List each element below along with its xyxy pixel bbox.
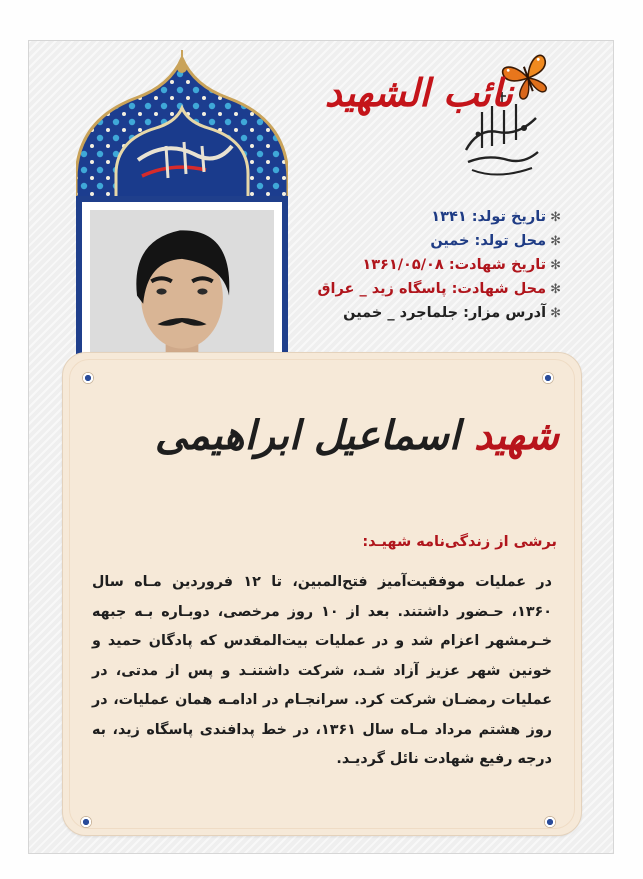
info-martyrdom-date: ✻تاریخ شهادت: ۱۳۶۱/۰۵/۰۸ [362,257,561,273]
info-birth-date: ✻تاریخ تولد: ۱۳۴۱ [431,209,561,225]
biography-heading: برشی از زندگی‌نامه شهیـد: [362,534,557,550]
info-grave-address: ✻آدرس مزار: جلماجرد _ خمین [343,305,561,321]
bullet-icon: ✻ [550,306,561,321]
bullet-icon: ✻ [550,258,561,273]
rivet-top-left [82,372,94,384]
martyr-name: شهید اسماعیل ابراهیمی [154,412,559,459]
bullet-icon: ✻ [550,234,561,249]
info-martyrdom-place: ✻محل شهادت: پاسگاه زید _ عراق [317,281,561,297]
info-birth-place: ✻محل تولد: خمین [430,233,561,249]
rivet-top-right [542,372,554,384]
rivet-bottom-right [544,816,556,828]
bullet-icon: ✻ [550,210,561,225]
biography-text: در عملیات موفقیت‌آمیز فتح‌المبین، تا ۱۲ فروردین مـاه سال ۱۳۶۰، حـضور داشتند. بعد از ۱۰ روز مرخصی، دوبـاره بـه جبهه خـرمشهر اعزام شد و در عملیات بیت‌المقدس که پادگان حمید و خونین شهر عزیز آزاد شـد، شرکت داشتنـد و پس از مدتی، در عملیات رمضـان شرکت کرد. سرانجـام در ادامـه همان عملیات، در روز هشتم مرداد مـاه سال ۱۳۶۱، در خط پدافندی پاسگاه زید، به درجه رفیع شهادت نائل گردیـد. [92,574,552,767]
rivet-bottom-left [80,816,92,828]
header-title: نائب الشهید [324,70,513,115]
bullet-icon: ✻ [550,282,561,297]
dome-ornament [76,50,288,210]
martyr-info-list [301,205,561,325]
